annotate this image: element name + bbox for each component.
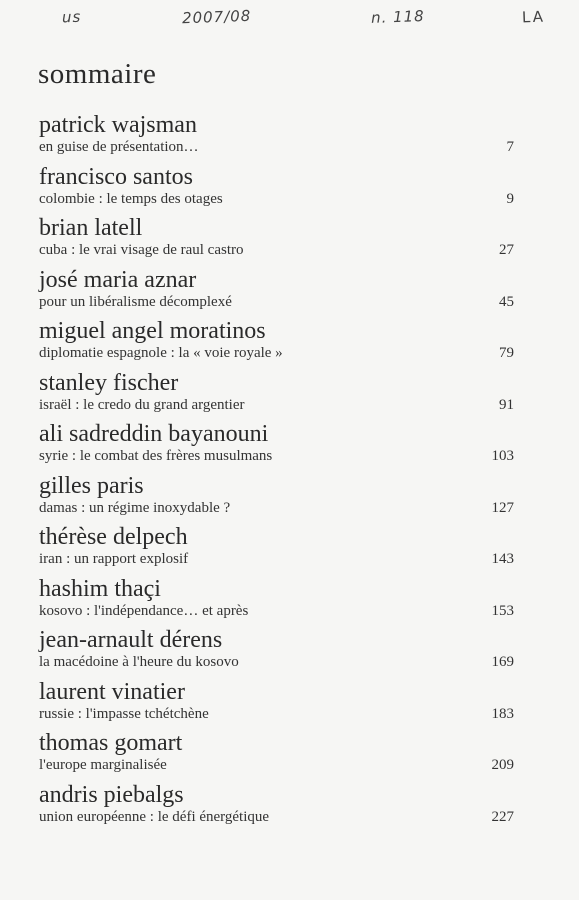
toc-author: jean-arnault dérens	[39, 627, 223, 653]
toc-page-number: 45	[499, 293, 514, 310]
toc-subtitle: en guise de présentation…	[39, 139, 199, 155]
toc-entry	[39, 318, 514, 370]
handwritten-date: 2007/08	[181, 6, 252, 28]
toc-entry	[39, 164, 514, 216]
toc-entry	[39, 524, 514, 576]
toc-entry	[39, 267, 514, 319]
toc-entry	[39, 679, 514, 731]
toc-author: andris piebalgs	[39, 781, 184, 808]
toc-subtitle-row	[39, 756, 514, 774]
toc-subtitle-row	[39, 138, 514, 156]
toc-entry	[39, 576, 514, 628]
toc-author: brian latell	[39, 215, 143, 241]
toc-subtitle: russie : l'impasse tchétchène	[39, 705, 209, 722]
toc-subtitle: kosovo : l'indépendance… et après	[39, 602, 249, 619]
toc-page-number: 183	[491, 705, 514, 722]
handwritten-annotation: us	[61, 7, 82, 27]
toc-author: thérèse delpech	[39, 524, 188, 550]
toc-entry	[39, 782, 514, 834]
toc-page-number: 91	[499, 396, 514, 413]
toc-page-number: 209	[491, 757, 514, 773]
toc-author: ali sadreddin bayanouni	[39, 421, 269, 447]
toc-page-number: 7	[506, 139, 514, 155]
page-title: sommaire	[38, 58, 157, 90]
toc-page-number: 103	[491, 448, 514, 464]
toc-subtitle: l'europe marginalisée	[39, 757, 167, 773]
toc-page-number: 227	[491, 808, 514, 825]
toc-subtitle-row	[39, 550, 514, 568]
toc-subtitle: colombie : le temps des otages	[39, 190, 223, 207]
toc-subtitle-row	[39, 344, 514, 362]
toc-subtitle-row	[39, 396, 514, 414]
toc-subtitle-row	[39, 190, 514, 208]
toc-entry	[39, 370, 514, 422]
toc-author: patrick wajsman	[39, 112, 197, 138]
toc-page-number: 127	[491, 499, 514, 516]
toc-entry	[39, 730, 514, 782]
toc-subtitle-row	[39, 705, 514, 723]
toc-subtitle-row	[39, 499, 514, 517]
toc-author: gilles paris	[39, 472, 144, 499]
toc-page-number: 27	[499, 242, 514, 258]
toc-entry	[39, 627, 514, 679]
toc-author: thomas gomart	[39, 730, 183, 756]
toc-subtitle: israël : le credo du grand argentier	[39, 396, 245, 413]
toc-page-number: 143	[491, 551, 514, 567]
table-of-contents	[39, 112, 514, 833]
toc-subtitle: diplomatie espagnole : la « voie royale »	[39, 345, 283, 361]
toc-subtitle-row	[39, 241, 514, 259]
toc-subtitle-row	[39, 293, 514, 311]
toc-subtitle-row	[39, 808, 514, 826]
toc-entry	[39, 473, 514, 525]
toc-subtitle: syrie : le combat des frères musulmans	[39, 448, 273, 464]
toc-page-number: 153	[491, 602, 514, 619]
toc-author: francisco santos	[39, 163, 193, 190]
toc-subtitle: la macédoine à l'heure du kosovo	[39, 654, 239, 670]
toc-subtitle: cuba : le vrai visage de raul castro	[39, 242, 244, 258]
toc-author: miguel angel moratinos	[39, 318, 266, 344]
handwritten-issue-number: n. 118	[370, 7, 425, 27]
toc-author: hashim thaçi	[39, 575, 161, 602]
toc-entry	[39, 215, 514, 267]
toc-subtitle: iran : un rapport explosif	[39, 551, 189, 567]
toc-subtitle: damas : un régime inoxydable ?	[39, 499, 231, 516]
toc-subtitle-row	[39, 447, 514, 465]
toc-page-number: 169	[491, 654, 514, 670]
toc-entry	[39, 112, 514, 164]
toc-page-number: 79	[499, 345, 514, 361]
toc-subtitle-row	[39, 602, 514, 620]
toc-author: laurent vinatier	[39, 678, 185, 705]
toc-author: josé maria aznar	[39, 266, 197, 293]
toc-subtitle-row	[39, 653, 514, 671]
handwritten-mark: LA	[521, 7, 546, 27]
toc-author: stanley fischer	[39, 369, 179, 396]
toc-subtitle: pour un libéralisme décomplexé	[39, 293, 232, 310]
toc-page-number: 9	[506, 190, 514, 207]
toc-entry	[39, 421, 514, 473]
toc-subtitle: union européenne : le défi énergétique	[39, 808, 270, 825]
